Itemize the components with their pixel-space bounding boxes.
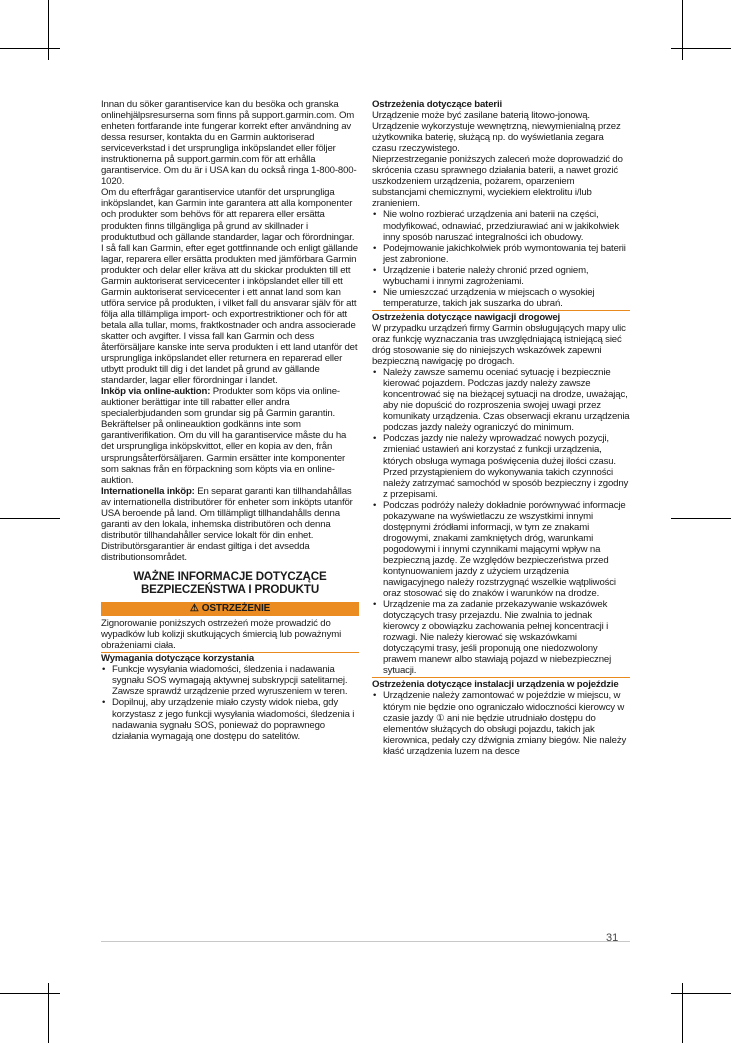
left-column	[101, 99, 359, 742]
crop-mark	[48, 983, 49, 1043]
paragraph-body: Produkter som köps via online-auktioner berättigar inte till rabatter eller andra specialerbjudanden som grundar sig på Garmin garantin. Bekräftelser på onlineauktion godkänns inte som garantiverifikation. Om du vill ha garantiservice måste du ha det ursprungliga inköpskvittot, eller en kopia av den, från ursprungsåterförsäljaren. Garmin ersätter inte komponenter som saknas från en förpackning som köpts via en online-auktion.	[101, 386, 347, 486]
list-item: • Podczas jazdy nie należy wprowadzać nowych pozycji, zmieniać ustawień ani korzystać z funkcji urządzenia, których obsługa wymaga poświęcenia dużej ilości czasu. Przed przystąpieniem do wykonywania takich czynności należy zatrzymać samochód w sposób bezpieczny i zgodny z przepisami.	[372, 433, 630, 499]
list-item: • Urządzenie należy zamontować w pojeździe w miejscu, w którym nie będzie ono ograniczało widoczności kierowcy w czasie jazdy ① ani nie będzie utrudniało dostępu do elementów służących do obsługi pojazdu, takich jak kierownica, pedały czy dźwignia zmiany biegów. Nie należy kłaść urządzenia luzem na desce	[372, 690, 630, 756]
paragraph-battery-2: Nieprzestrzeganie poniższych zaleceń może doprowadzić do skrócenia czasu sprawnego działania baterii, a nawet grozić uszkodzeniem urządzenia, pożarem, oparzeniem substancjami chemicznymi, wyciekiem elektrolitu i/lub zranieniem.	[372, 154, 623, 210]
section-heading: WAŻNE INFORMACJE DOTYCZĄCE BEZPIECZEŃSTWA I PRODUKTU	[133, 569, 327, 596]
page-number: 31	[606, 932, 619, 944]
list-item: • Urządzenie i baterie należy chronić przed ogniem, wybuchami i innymi zagrożeniami.	[372, 265, 630, 287]
paragraph-lead: Internationella inköp:	[101, 485, 195, 497]
installation-list	[372, 690, 630, 756]
subheading-usage: Wymagania dotyczące korzystania	[101, 653, 255, 665]
crop-mark	[671, 518, 731, 519]
navigation-list	[372, 367, 630, 678]
right-column	[372, 99, 630, 757]
warning-text: Zignorowanie poniższych ostrzeżeń może prowadzić do wypadków lub kolizji skutkujących śmiercią lub poważnymi obrażeniami ciała.	[101, 618, 359, 653]
crop-mark	[0, 518, 60, 519]
crop-mark	[671, 48, 731, 49]
paragraph-body: En separat garanti kan tillhandahållas av internationella distributörer för enheter som inköpts utanför USA beroende på land. Om tillämpligt tillhandahålls denna garanti av den lokala, inhemska distributören och denna distributör tillhandahåller service lokalt för din enhet. Distributörsgarantier är endast giltiga i det avsedda distributionsområdet.	[101, 485, 353, 563]
crop-mark	[682, 0, 683, 60]
battery-list	[372, 209, 630, 310]
crop-mark	[671, 993, 731, 994]
list-item: • Należy zawsze samemu oceniać sytuację i bezpiecznie kierować pojazdem. Podczas jazdy należy zawsze koncentrować się na bieżącej sytuacji na drodze, uważając, aby nie dopuścić do rozproszenia swojej uwagi przez komunikaty urządzenia. Czas obserwacji ekranu urządzenia podczas jazdy należy ograniczyć do minimum.	[372, 367, 630, 433]
list-item: • Podejmowanie jakichkolwiek prób wymontowania tej baterii jest zabronione.	[372, 243, 630, 265]
paragraph-online-auction	[101, 386, 359, 485]
warning-label: OSTRZEŻENIE	[201, 603, 271, 615]
crop-mark	[682, 983, 683, 1043]
footer-rule	[101, 941, 630, 942]
crop-mark	[0, 993, 60, 994]
list-item: • Nie umieszczać urządzenia w miejscach o wysokiej temperaturze, takich jak suszarka do ubrań.	[372, 287, 630, 309]
subheading-battery: Ostrzeżenia dotyczące baterii	[372, 99, 503, 110]
paragraph-navigation: W przypadku urządzeń firmy Garmin obsługujących mapy ulic oraz funkcję wyznaczania tras uwzględniającą istniejącą sieć dróg stosowanie się do niniejszych wskazówek zapewni bezpieczną nawigację po drogach.	[372, 322, 626, 368]
list-item: • Nie wolno rozbierać urządzenia ani baterii na części, modyfikować, odnawiać, przedziurawiać ani w jakikolwiek inny sposób naruszać integralności ich obudowy.	[372, 209, 630, 242]
usage-list	[101, 664, 359, 741]
paragraph-battery-1: Urządzenie może być zasilane baterią litowo-jonową. Urządzenie wykorzystuje wewnętrzną, niewymienialną przez użytkownika baterię, służącą np. do wyświetlania zegara czasu rzeczywistego.	[372, 110, 621, 155]
list-item: • Podczas podróży należy dokładnie porównywać informacje pokazywane na wyświetlaczu ze wszystkimi innymi dostępnymi źródłami informacji, w tym ze znakami drogowymi, znakami zamkniętych dróg, warunkami pogodowymi i innymi czynnikami mającymi wpływ na bezpieczną jazdę. Ze względów bezpieczeństwa przed kontynuowaniem jazdy z użyciem urządzenia nawigacyjnego należy rozstrzygnąć wszelkie wątpliwości oraz stosować się do znaków i warunków na drodze.	[372, 500, 630, 599]
list-item: • Dopilnuj, aby urządzenie miało czysty widok nieba, gdy korzystasz z jego funkcji wysyłania wiadomości, śledzenia i nadawania sygnału SOS, ponieważ do poprawnego działania wymagają one dostępu do satelitów.	[101, 697, 359, 741]
subheading-installation: Ostrzeżenia dotyczące instalacji urządzenia w pojeździe	[372, 679, 619, 691]
warning-triangle-icon: ⚠	[189, 603, 199, 615]
paragraph-outside-country: Om du efterfrågar garantiservice utanför det ursprungliga inköpslandet, kan Garmin inte garantera att alla komponenter och produkter som behövs för att reparera eller ersätta produkten finns tillgängliga på grund av skillnader i produktutbud och gällande standarder, lagar och förordningar. I så fall kan Garmin, efter eget gottfinnande och enligt gällande lagar, reparera eller ersätta produkten med jämförbara Garmin produkter och delar eller kräva att du skickar produkten till ett Garmin auktoriserat servicecenter i inköpslandet eller till ett Garmin auktoriserat servicecenter i ett annat land som kan utföra service på produkten, i vilket fall du ansvarar själv för att följa alla tillämpliga import- och exportrestriktioner och för att betala alla tullar, moms, fraktkostnader och andra associerade skatter och avgifter. I vissa fall kan Garmin och dess återförsäljare kanske inte serva produkten i ett land utanför det ursprungliga inköpslandet eller returnera en reparerad eller utbytt produkt till dig i det landet på grund av gällande standarder, lagar eller förordningar i landet.	[101, 187, 358, 387]
list-item: • Funkcje wysyłania wiadomości, śledzenia i nadawania sygnału SOS wymagają aktywnej subskrypcji satelitarnej. Zawsze sprawdź urządzenie przed wyruszeniem w teren.	[101, 664, 359, 697]
warning-banner	[101, 602, 359, 616]
crop-mark	[0, 48, 60, 49]
list-item: • Urządzenie ma za zadanie przekazywanie wskazówek dotyczących trasy przejazdu. Nie zwalnia to jednak kierowcy z obowiązku zachowania pełnej koncentracji i rozwagi. Nie należy kierować się wskazówkami dotyczącymi trasy, jeśli proponują one niedozwolony prawem manewr albo stawiają pojazd w niebezpiecznej sytuacji.	[372, 599, 630, 676]
subheading-navigation: Ostrzeżenia dotyczące nawigacji drogowej	[372, 311, 561, 323]
crop-mark	[48, 0, 49, 60]
paragraph-international	[101, 486, 359, 563]
paragraph-warranty-service: Innan du söker garantiservice kan du besöka och granska onlinehjälpsresurserna som finns på support.garmin.com. Om enheten fortfarande inte fungerar korrekt efter användning av dessa resurser, kontakta du en Garmin auktoriserad serviceverkstad i det ursprungliga inköpslandet eller följer instruktionerna på support.garmin.com för att erhålla garantiservice. Om du är i USA kan du också ringa 1-800-800-1020.	[101, 99, 357, 188]
paragraph-lead: Inköp via online-auktion:	[101, 386, 211, 398]
